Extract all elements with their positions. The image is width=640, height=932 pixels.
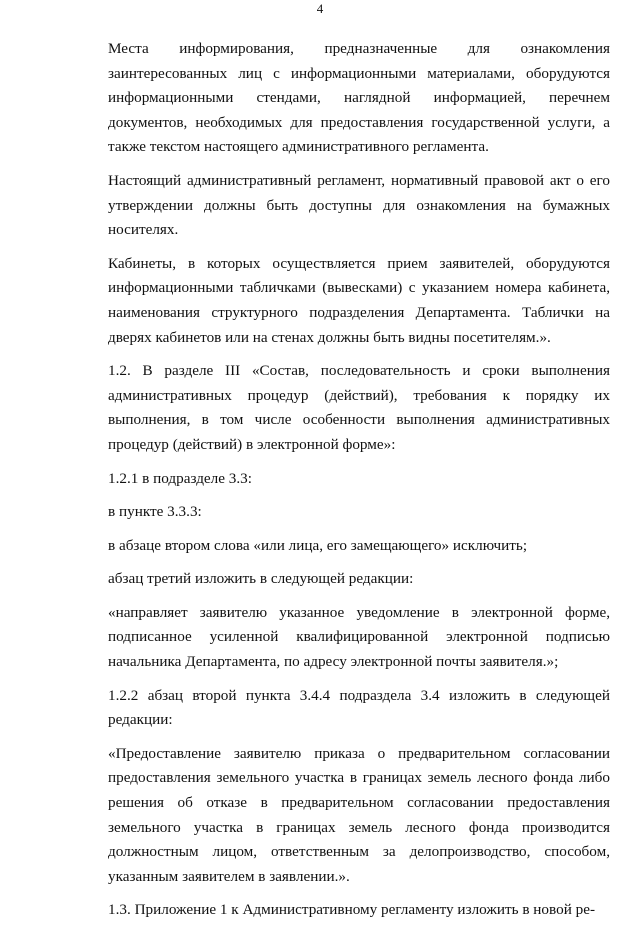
paragraph: 1.2. В разделе III «Состав, последовательность и сроки выполнения административных процедур (действий), требования к порядку их выполнения, в том числе особенности выполнения административных процедур (действий) в электронной форме»: <box>108 362 610 453</box>
paragraph: 1.3. Приложение 1 к Административному регламенту изложить в новой ре- <box>108 901 596 919</box>
paragraph: 1.2.2 абзац второй пункта 3.4.4 подраздела 3.4 изложить в следующей редакции: <box>108 686 610 729</box>
paragraph: 1.2.1 в подразделе 3.3: <box>108 469 252 487</box>
paragraph: Кабинеты, в которых осуществляется прием заявителей, оборудуются информационными табличками (вывесками) с указанием номера кабинета, наименования структурного подразделения Департамента. Таблички на дверях кабинетов или на стенах должны быть видны посетителям.». <box>108 254 610 346</box>
page-number: 4 <box>316 1 324 16</box>
paragraph: «направляет заявителю указанное уведомление в электронной форме, подписанное усиленной квалифицированной электронной подписью начальника Департамента, по адресу электронной почты заявителя.»; <box>108 603 610 671</box>
paragraph: абзац третий изложить в следующей редакции: <box>108 570 414 588</box>
paragraph: Настоящий административный регламент, нормативный правовой акт о его утверждении должны быть доступны для ознакомления на бумажных носителях. <box>108 171 610 239</box>
paragraph: в пункте 3.3.3: <box>108 503 202 521</box>
paragraph: «Предоставление заявителю приказа о предварительном согласовании предоставления земельного участка в границах земель лесного фонда либо решения об отказе в предварительном согласовании предоставления земельного участка в границах земель лесного фонда производится должностным лицом, ответственным за делопроизводство, способом, указанным заявителем в заявлении.». <box>108 744 610 885</box>
paragraph: в абзаце втором слова «или лица, его замещающего» исключить; <box>108 536 528 554</box>
document-body <box>108 37 610 932</box>
paragraph: Места информирования, предназначенные для ознакомления заинтересованных лиц с информационными материалами, оборудуются информационными стендами, наглядной информацией, перечнем документов, необходимых для предоставления государственной услуги, а также текстом настоящего административного регламента. <box>108 40 610 156</box>
